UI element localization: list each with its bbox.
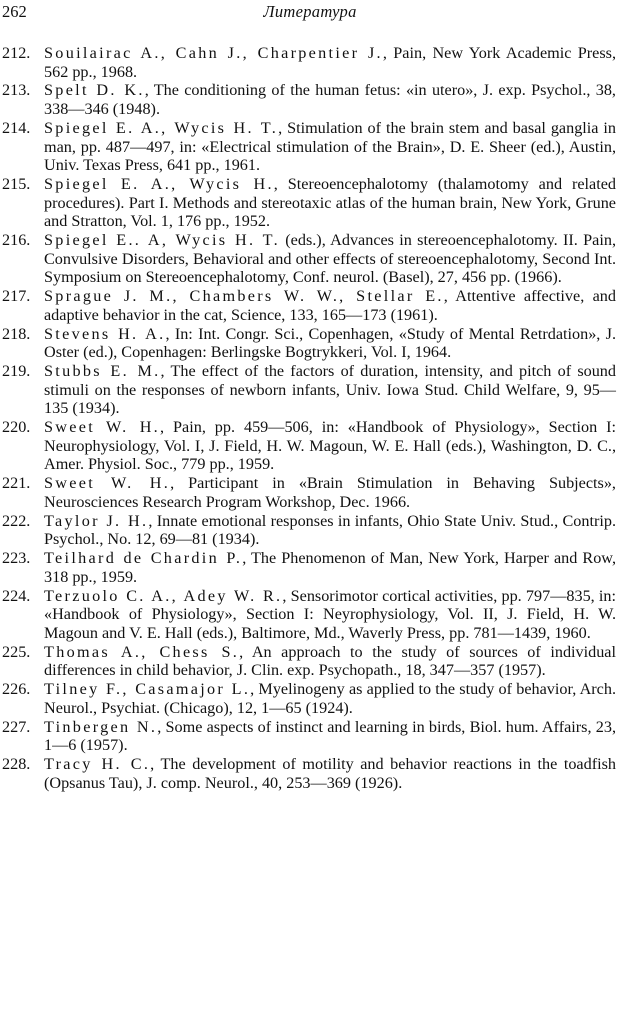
reference-number: 222. [2, 511, 31, 530]
reference-entry-228 [0, 755, 620, 792]
reference-text: , An approach to the study of sources of individual differences in child behavior, J. Clin. exp. Psychopath., 18, 347—357 (1957). [44, 642, 616, 680]
page-number: 262 [2, 2, 27, 21]
page-header [0, 0, 620, 26]
reference-entry-217 [0, 287, 620, 324]
reference-entry-222 [0, 512, 620, 549]
reference-authors: Spelt D. K. [44, 81, 145, 100]
reference-authors: Stubbs E. M. [44, 362, 161, 381]
reference-entry-227 [0, 718, 620, 755]
reference-text: , Participant in «Brain Stimulation in Behaving Subjects», Neurosciences Research Program Workshop, Dec. 1966. [44, 474, 616, 511]
reference-entry-216 [0, 231, 620, 287]
reference-number: 217. [2, 287, 31, 306]
reference-entry-226 [0, 680, 620, 717]
reference-number: 226. [2, 680, 31, 699]
reference-authors: Sweet W. H. [44, 418, 161, 437]
reference-text: , The Phenomenon of Man, New York, Harper and Row, 318 pp., 1959. [44, 549, 616, 586]
reference-text: , Some aspects of instinct and learning in birds, Biol. hum. Affairs, 23, 1—6 (1957). [44, 717, 616, 755]
reference-entry-220 [0, 418, 620, 474]
reference-number: 218. [2, 324, 31, 343]
reference-number: 228. [2, 755, 31, 774]
reference-entry-223 [0, 549, 620, 586]
reference-number: 214. [2, 118, 31, 137]
reference-text: , The effect of the factors of duration, intensity, and pitch of sound stimuli on the responses of newborn infants, Univ. Iowa Stud. Child Welfare, 9, 95—135 (1934). [44, 362, 616, 418]
reference-authors: Sprague J. M., Chambers W. W., Stellar E. [44, 287, 444, 306]
reference-authors: Tracy H. C. [44, 755, 151, 774]
reference-entry-225 [0, 643, 620, 680]
reference-entry-212 [0, 44, 620, 81]
reference-text: , Stereoencephalotomy (thalamotomy and related procedures). Part I. Methods and stereotaxic atlas of the human brain, New York, Grune and Stratton, Vol. 1, 176 pp., 1952. [44, 175, 616, 231]
reference-number: 225. [2, 642, 31, 661]
reference-text: , The development of motility and behavior reactions in the toadfish (Opsanus Tau), J. comp. Neurol., 40, 253—369 (1926). [44, 755, 616, 792]
reference-entry-215 [0, 175, 620, 231]
reference-text: , In: Int. Congr. Sci., Copenhagen, «Study of Mental Retrdation», J. Oster (ed.), Copenhagen: Berlingske Bogtrykkeri, Vol. I, 1964. [44, 324, 617, 362]
reference-authors: Stevens H. A. [44, 324, 166, 343]
reference-authors: Spiegel E.. A, Wycis H. T. [44, 231, 280, 250]
reference-text: , The conditioning of the human fetus: «in utero», J. exp. Psychol., 38, 338—346 (1948). [44, 81, 616, 119]
reference-entry-214 [0, 119, 620, 175]
reference-number: 215. [2, 175, 31, 193]
reference-number: 227. [2, 717, 31, 736]
reference-authors: Thomas A., Chess S. [44, 642, 240, 661]
reference-authors: Sweet W. H. [44, 474, 171, 493]
reference-authors: Taylor J. H. [44, 511, 149, 530]
reference-text: , Myelinogeny as applied to the study of behavior, Arch. Neurol., Psychiat. (Chicago), 12, 1—65 (1924). [44, 680, 616, 717]
reference-authors: Teilhard de Chardin P. [44, 549, 243, 568]
reference-number: 212. [2, 44, 31, 62]
reference-authors: Tilney F., Casamajor L. [44, 680, 251, 699]
reference-authors: Souilairac A., Cahn J., Charpentier J. [44, 44, 383, 62]
reference-number: 216. [2, 231, 31, 250]
reference-text: , Stimulation of the brain stem and basal ganglia in man, pp. 487—497, in: «Electrical stimulation of the Brain», D. E. Sheer (ed.), Austin, Univ. Texas Press, 641 pp., 1961. [44, 118, 616, 175]
reference-number: 219. [2, 362, 31, 381]
reference-number: 223. [2, 549, 31, 568]
reference-authors: Tinbergen N. [44, 717, 158, 736]
reference-number: 220. [2, 418, 31, 437]
reference-entry-219 [0, 362, 620, 418]
reference-authors: Spiegel E. A., Wycis H. [44, 175, 274, 193]
reference-text: (eds.), Advances in stereoencephalotomy. II. Pain, Convulsive Disorders, Behavioral and other effects of stereoencephalotomy, Second Int. Symposium on Stereoencephalotomy, Conf. neurol. (Basel), 27, 456 pp. (1966). [44, 231, 616, 287]
reference-entry-224 [0, 587, 620, 643]
reference-text: , Sensorimotor cortical activities, pp. 797—835, in: «Handbook of Physiology», Section I: Neyrophysiology, Vol. II, J. Field, H. W. Magoun and V. E. Hall (eds.), Baltimore, Md., Waverly Press, pp. 781—1439, 1960. [44, 586, 616, 642]
reference-number: 221. [2, 474, 31, 493]
reference-entry-221 [0, 474, 620, 511]
reference-number: 224. [2, 586, 31, 605]
reference-entry-213 [0, 81, 620, 118]
reference-text: , Pain, pp. 459—506, in: «Handbook of Physiology», Section I: Neurophysiology, Vol. I, J. Field, H. W. Magoun, W. E. Hall (eds.), Washington, D. C., Amer. Physiol. Soc., 779 pp., 1959. [44, 418, 616, 474]
reference-authors: Terzuolo C. A., Adey W. R. [44, 586, 283, 605]
reference-text: , Pain, New York Academic Press, 562 pp., 1968. [44, 44, 616, 81]
reference-text: , Innate emotional responses in infants, Ohio State Univ. Stud., Contrip. Psychol., No. 12, 69—81 (1934). [44, 511, 616, 549]
reference-authors: Spiegel E. A., Wycis H. T. [44, 118, 279, 137]
reference-list [0, 44, 620, 793]
reference-text: , Attentive affective, and adaptive behavior in the cat, Science, 133, 165—173 (1961). [44, 287, 616, 324]
reference-number: 213. [2, 81, 31, 100]
running-title: Литературa [263, 2, 357, 21]
reference-entry-218 [0, 325, 620, 362]
